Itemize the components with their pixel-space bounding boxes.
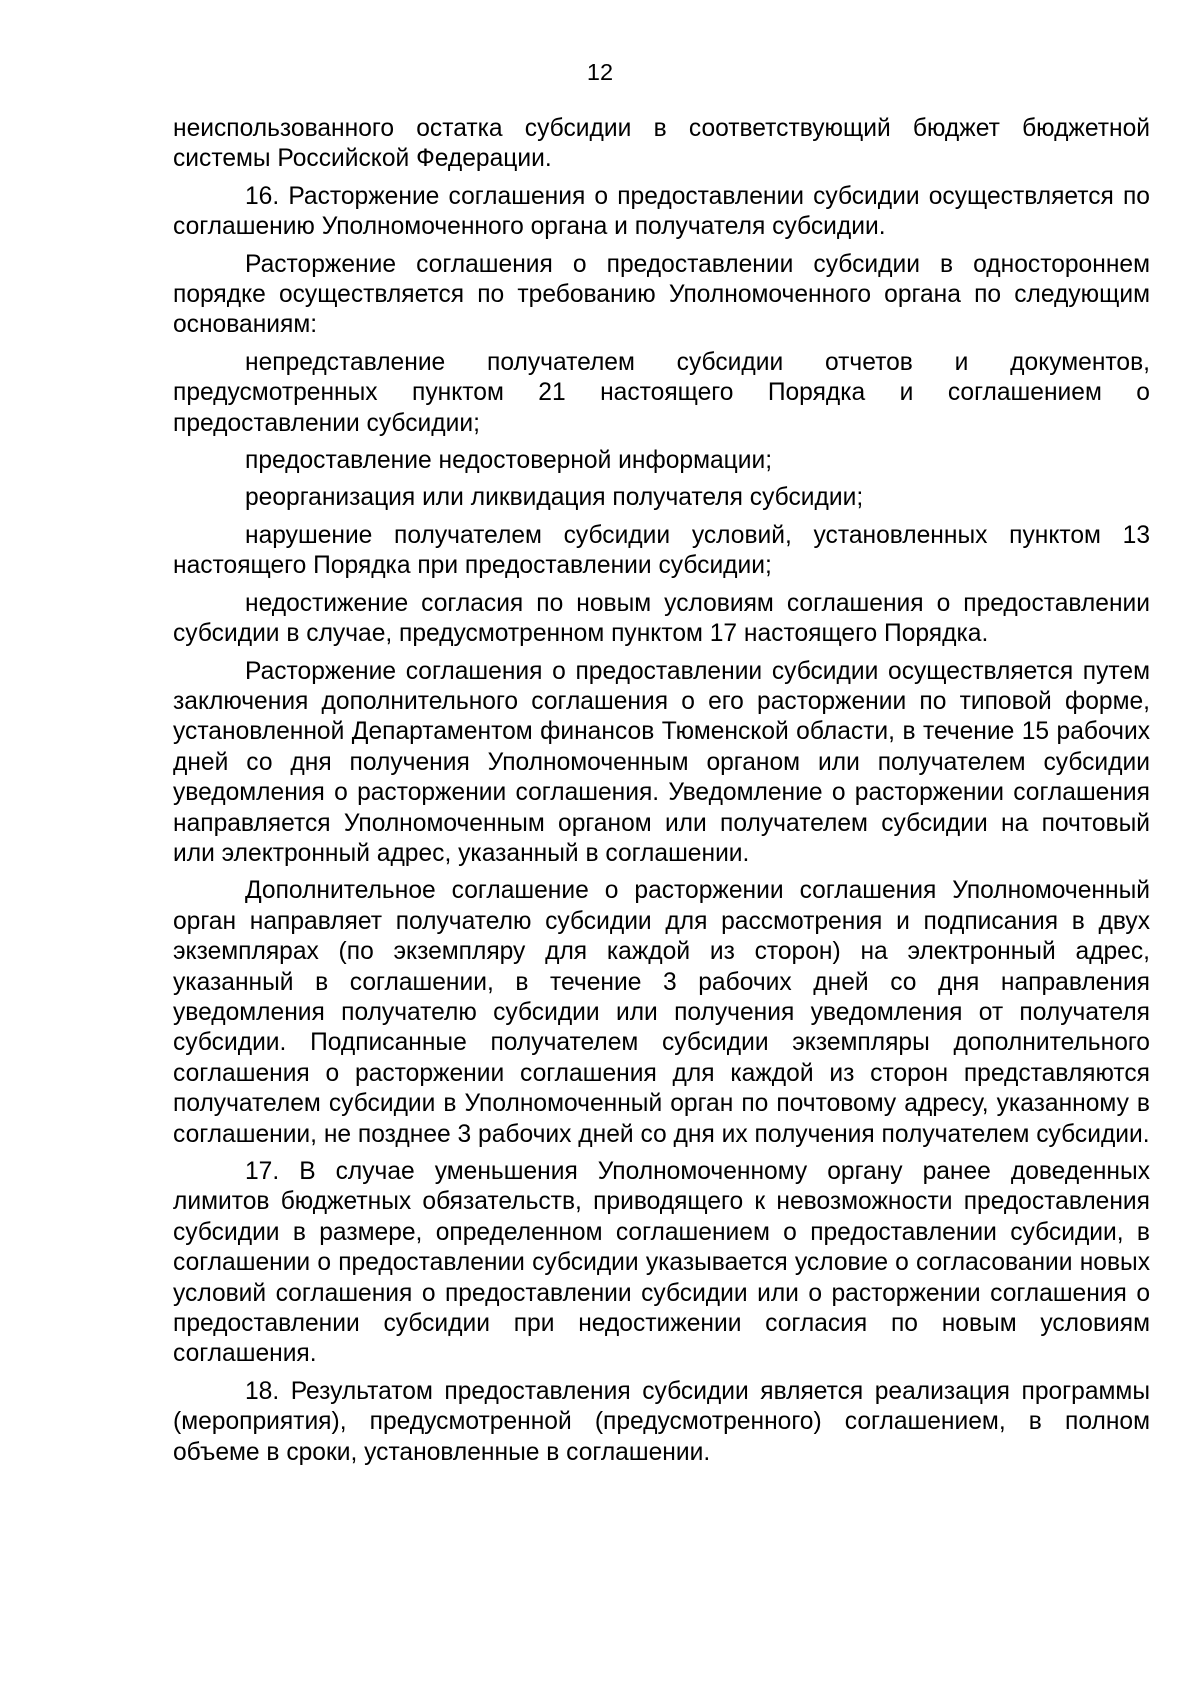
paragraph-clause-18: 18. Результатом предоставления субсидии является реализация программы (мероприятия), предусмотренной (предусмотренного) соглашением, в полном объеме в сроки, установленные в соглашении.	[173, 1377, 1150, 1466]
paragraph-ground-reports: непредставление получателем субсидии отчетов и документов, предусмотренных пунктом 21 настоящего Порядка и соглашением о предоставлении субсидии;	[173, 348, 1150, 437]
paragraph-ground-no-agreement: недостижение согласия по новым условиям соглашения о предоставлении субсидии в случае, предусмотренном пунктом 17 настоящего Порядка.	[173, 589, 1150, 648]
paragraph-continuation: неиспользованного остатка субсидии в соответствующий бюджет бюджетной системы Российской Федерации.	[173, 115, 1150, 173]
paragraph-unilateral-termination: Расторжение соглашения о предоставлении субсидии в одностороннем порядке осуществляется по требованию Уполномоченного органа по следующим основаниям:	[173, 250, 1150, 339]
paragraph-clause-16: 16. Расторжение соглашения о предоставлении субсидии осуществляется по соглашению Уполномоченного органа и получателя субсидии.	[173, 182, 1150, 241]
paragraph-additional-agreement: Дополнительное соглашение о расторжении соглашения Уполномоченный орган направляет получателю субсидии для рассмотрения и подписания в двух экземплярах (по экземпляру для каждой из сторон) на электронный адрес, указанный в соглашении, в течение 3 рабочих дней со дня направления уведомления получателю субсидии или получения уведомления от получателя субсидии. Подписанные получателем субсидии экземпляры дополнительного соглашения о расторжении соглашения для каждой из сторон представляются получателем субсидии в Уполномоченный орган по почтовому адресу, указанному в соглашении, не позднее 3 рабочих дней со дня их получения получателем субсидии.	[173, 877, 1150, 1148]
paragraph-ground-false-info: предоставление недостоверной информации;	[245, 447, 773, 475]
paragraph-ground-reorganization: реорганизация или ликвидация получателя субсидии;	[245, 484, 864, 512]
paragraph-clause-17: 17. В случае уменьшения Уполномоченному органу ранее доведенных лимитов бюджетных обязательств, приводящего к невозможности предоставления субсидии в размере, определенном соглашением о предоставлении субсидии, в соглашении о предоставлении субсидии указывается условие о согласовании новых условий соглашения о предоставлении субсидии или о расторжении соглашения о предоставлении субсидии при недостижении согласия по новым условиям соглашения.	[173, 1158, 1150, 1368]
document-body	[173, 114, 1150, 1475]
paragraph-ground-violation: нарушение получателем субсидии условий, установленных пунктом 13 настоящего Порядка при предоставлении субсидии;	[173, 521, 1150, 580]
paragraph-termination-procedure: Расторжение соглашения о предоставлении субсидии осуществляется путем заключения дополнительного соглашения о его расторжении по типовой форме, установленной Департаментом финансов Тюменской области, в течение 15 рабочих дней со дня получения Уполномоченным органом или получателем субсидии уведомления о расторжении соглашения. Уведомление о расторжении соглашения направляется Уполномоченным органом или получателем субсидии на почтовый или электронный адрес, указанный в соглашении.	[173, 657, 1150, 867]
page-number: 12	[586, 59, 614, 85]
